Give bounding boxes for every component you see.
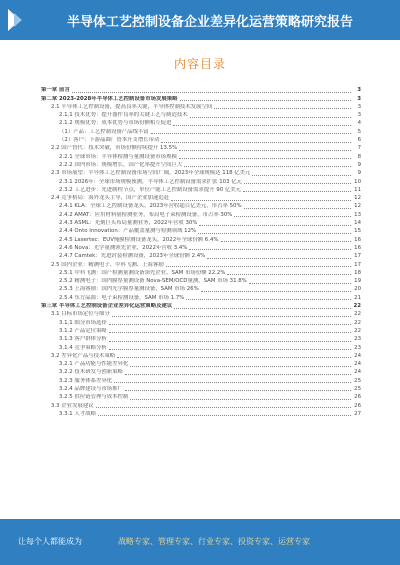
toc-entry[interactable] <box>41 368 361 376</box>
toc-entry-page: 24 <box>354 352 361 359</box>
toc-dot-leader <box>130 365 351 367</box>
logo-arrow-inner-icon <box>14 13 22 27</box>
toc-entry-title: （2）客户：下游晶圆厂资本开支增长带动 <box>59 137 160 144</box>
toc-dot-leader <box>171 199 351 201</box>
toc-entry-page: 21 <box>354 294 361 301</box>
toc-entry-page: 4 <box>357 120 361 127</box>
toc-entry-title: 2.1.2 规模优势：成本优势与市场份额相互促进 <box>59 120 172 127</box>
toc-dot-leader <box>109 348 351 350</box>
toc-entry-page: 12 <box>354 195 361 202</box>
toc-entry[interactable] <box>41 352 361 360</box>
toc-dot-leader <box>249 282 351 284</box>
toc-entry[interactable] <box>41 277 361 285</box>
toc-entry-page: 9 <box>357 170 361 177</box>
toc-entry-title: 第三章 半导体工艺控制设备企业差异化运营策略及建议 <box>41 303 173 310</box>
toc-dot-leader <box>189 248 351 250</box>
toc-dot-leader <box>166 265 351 267</box>
toc-entry[interactable] <box>41 401 361 409</box>
toc-dot-leader <box>207 257 351 259</box>
toc-entry-page: 3 <box>357 95 361 102</box>
toc-entry-page: 25 <box>354 377 361 384</box>
toc-entry[interactable] <box>41 103 361 111</box>
toc-entry[interactable] <box>41 410 361 418</box>
toc-entry-page: 26 <box>354 402 361 409</box>
toc-dot-leader <box>72 91 351 93</box>
toc-entry-page: 18 <box>354 269 361 276</box>
toc-dot-leader <box>112 315 351 317</box>
toc-entry-title: 2.5 国内企业：精测电子、中科飞测、上海睿励 <box>51 261 164 268</box>
toc-entry-page: 24 <box>354 369 361 376</box>
toc-dot-leader <box>227 273 351 275</box>
toc-dot-leader <box>109 323 351 325</box>
toc-dot-leader <box>125 389 351 391</box>
toc-entry-title: 3.3.1 人才战略 <box>59 410 96 417</box>
toc-entry[interactable] <box>41 119 361 127</box>
toc-entry-title: 2.4.1 KLA：全球工艺控制设备龙头，2023年营收超百亿美元，市占率 50% <box>59 203 242 210</box>
toc-entry-page: 11 <box>354 186 361 193</box>
toc-entry-title: 3.1.4 竞争策略分析 <box>59 344 107 351</box>
toc-entry-title: 2.5.3 上海睿励：国内光学膜厚量测设备，SAM 市场 26% <box>59 286 199 293</box>
toc-entry[interactable] <box>41 335 361 343</box>
toc-entry[interactable] <box>41 327 361 335</box>
toc-entry[interactable] <box>41 219 361 227</box>
toc-entry-title: 2.4 竞争格局：海外龙头主导，国产企业加速追赶 <box>51 195 170 202</box>
toc-dot-leader <box>109 331 351 333</box>
toc-entry-page: 3 <box>357 87 361 94</box>
toc-dot-leader <box>130 398 351 400</box>
toc-dot-leader <box>221 240 352 242</box>
toc-entry-title: 2.3.1 2026年：全球市场规模预测，半导体工艺控制设备需求扩张 103 亿元 <box>59 178 243 185</box>
toc-entry-page: 19 <box>354 278 361 285</box>
toc-entry[interactable] <box>41 94 361 102</box>
toc-entry-title: 2.4.5 Lasertec：EUV掩膜检测设备龙头，2022年全球份额 6.4% <box>59 236 219 243</box>
report-header-bar <box>0 0 400 40</box>
toc-entry-title: 3.2.2 技术研发与创新策略 <box>59 369 123 376</box>
toc-entry-page: 22 <box>353 303 361 310</box>
toc-entry-page: 5 <box>357 128 361 135</box>
toc-entry-page: 25 <box>354 385 361 392</box>
toc-entry-title: 第一章 前言 <box>41 87 70 94</box>
toc-entry-title: 2.2.1 全球市场：半导体检测与量测设备市场规模 <box>59 153 177 160</box>
toc-entry[interactable] <box>41 269 361 277</box>
toc-dot-leader <box>186 298 351 300</box>
toc-entry[interactable] <box>41 293 361 301</box>
toc-entry-title: 3.1 目标市场定位与细分 <box>51 311 110 318</box>
toc-dot-leader <box>252 174 351 176</box>
toc-entry[interactable] <box>41 186 361 194</box>
toc-dot-leader <box>199 224 351 226</box>
toc-entry[interactable] <box>41 177 361 185</box>
toc-dot-leader <box>117 356 351 358</box>
toc-dot-leader <box>201 290 351 292</box>
footer-slogan: 让每个人都能成为 <box>18 537 82 546</box>
toc-dot-leader <box>109 340 351 342</box>
toc-entry[interactable] <box>41 310 361 318</box>
toc-entry-title: 2.5.2 精测电子：国内膜厚量测设备 Nova-SEM/OCD量测，SAM 市场 31.8% <box>59 278 247 285</box>
toc-dot-leader <box>198 232 351 234</box>
toc-entry-title: 第二章 2023-2028年半导体工艺控制设备市场发展策略 <box>41 95 178 102</box>
toc-entry-page: 17 <box>354 253 361 260</box>
toc-entry-page: 22 <box>354 311 361 318</box>
toc-dot-leader <box>114 381 351 383</box>
footer-bar <box>0 519 400 565</box>
toc-entry[interactable] <box>41 227 361 235</box>
toc-entry-title: 3.2 差异化产品与技术策略 <box>51 352 116 359</box>
toc-entry-title: 2.1.1 技术优势：提升器件良率的关键工艺与制造技术 <box>59 112 188 119</box>
toc-entry-title: 2.5.1 中科飞测：国产检测量测设备领先企业，SAM 市场份额 22.2% <box>59 269 226 276</box>
toc-dot-leader <box>244 207 351 209</box>
toc-entry-title: 2.5.4 东方晶源：电子束检测设备，SAM 市场 1.7% <box>59 294 185 301</box>
toc-entry[interactable] <box>41 343 361 351</box>
table-of-contents <box>41 86 361 418</box>
toc-entry-page: 13 <box>354 211 361 218</box>
toc-entry-page: 12 <box>354 203 361 210</box>
toc-entry[interactable] <box>41 127 361 135</box>
toc-entry-page: 15 <box>354 228 361 235</box>
toc-entry[interactable] <box>41 202 361 210</box>
toc-entry-title: 3.2.1 产品功能与性能差异化 <box>59 361 129 368</box>
toc-entry-title: 3.1.3 客户群体分析 <box>59 336 107 343</box>
toc-entry-title: 2.2 国产替代：技术突破，市场份额持续提升 13.5% <box>51 145 178 152</box>
toc-heading: 内容目录 <box>173 57 226 71</box>
toc-dot-leader <box>234 215 351 217</box>
toc-entry-title: 3.2.5 供应链管理与成本控制 <box>59 394 129 401</box>
toc-entry[interactable] <box>41 252 361 260</box>
toc-entry[interactable] <box>41 210 361 218</box>
toc-entry[interactable] <box>41 111 361 119</box>
toc-entry-page: 10 <box>354 178 361 185</box>
toc-dot-leader <box>98 414 351 416</box>
toc-dot-leader <box>190 116 351 118</box>
toc-entry-page: 22 <box>354 327 361 334</box>
toc-dot-leader <box>151 132 351 134</box>
toc-dot-leader <box>173 124 351 126</box>
toc-dot-leader <box>174 307 351 309</box>
toc-entry-title: 2.3.2 工艺进步：先进制程节点，单位产能工艺控制设备需求提升 90 亿美元 <box>59 186 242 193</box>
toc-dot-leader <box>180 99 351 101</box>
toc-entry-page: 17 <box>354 261 361 268</box>
toc-entry-title: 2.2.2 国内市场：规模增长，国产化率提升空间巨大 <box>59 161 183 168</box>
toc-entry-page: 16 <box>354 236 361 243</box>
toc-entry-title: 2.4.3 ASML：光刻巨头布局量测业务，2022年营收 30% <box>59 220 198 227</box>
toc-entry-title: 2.3 市场展望：半导体工艺控制设备市场空间广阔，2023年全球规模达 118 亿美元 <box>51 170 251 177</box>
toc-entry[interactable] <box>41 136 361 144</box>
toc-dot-leader <box>184 165 351 167</box>
toc-entry-page: 16 <box>354 244 361 251</box>
toc-entry[interactable] <box>41 318 361 326</box>
toc-dot-leader <box>214 107 351 109</box>
toc-dot-leader <box>244 182 351 184</box>
toc-entry-page: 3 <box>357 103 361 110</box>
footer-expert-list: 战略专家、管理专家、行业专家、投资专家、运营专家 <box>118 537 310 546</box>
toc-entry[interactable] <box>41 86 361 94</box>
toc-entry[interactable] <box>41 194 361 202</box>
toc-entry-page: 6 <box>357 137 361 144</box>
toc-entry[interactable] <box>41 376 361 384</box>
toc-entry-title: 3.2.3 服务体系差异化 <box>59 377 113 384</box>
toc-entry-title: 3.2.4 品牌建设与市场推广 <box>59 385 123 392</box>
toc-entry[interactable] <box>41 244 361 252</box>
toc-entry[interactable] <box>41 285 361 293</box>
toc-entry-page: 23 <box>354 344 361 351</box>
toc-entry-page: 24 <box>354 361 361 368</box>
toc-entry[interactable] <box>41 152 361 160</box>
toc-entry-title: 2.1 半导体工艺控制设备，提高良率关键，半导体控制技术发展空间 <box>51 103 213 110</box>
toc-entry-page: 27 <box>354 410 361 417</box>
toc-entry-title: 2.4.7 Camtek：先进封装检测设备，2023年全球份额 2.4% <box>59 253 206 260</box>
toc-entry[interactable] <box>41 169 361 177</box>
toc-entry[interactable] <box>41 144 361 152</box>
toc-entry-title: 3.3 企业发展建议 <box>51 402 94 409</box>
toc-entry-title: 2.4.4 Onto Innovation：产品覆盖量测与检测领域 12% <box>59 228 197 235</box>
toc-entry-page: 8 <box>357 153 361 160</box>
toc-entry-title: 2.4.2 AMAT：应用材料量检测业务，布局电子束检测设备，市占率 30% <box>59 211 233 218</box>
toc-entry-page: 26 <box>354 394 361 401</box>
toc-entry[interactable] <box>41 385 361 393</box>
toc-entry[interactable] <box>41 360 361 368</box>
toc-entry[interactable] <box>41 302 361 310</box>
toc-entry[interactable] <box>41 260 361 268</box>
toc-entry-page: 22 <box>354 319 361 326</box>
toc-entry-page: 23 <box>354 336 361 343</box>
toc-dot-leader <box>179 149 351 151</box>
toc-entry-page: 7 <box>357 145 361 152</box>
toc-entry[interactable] <box>41 161 361 169</box>
toc-dot-leader <box>243 190 351 192</box>
toc-entry[interactable] <box>41 235 361 243</box>
toc-entry-page: 14 <box>354 220 361 227</box>
toc-entry-title: 2.4.6 Nova：光学量测领先企业，2022年营收 3.4% <box>59 244 188 251</box>
toc-dot-leader <box>161 141 351 143</box>
toc-dot-leader <box>125 373 351 375</box>
toc-dot-leader <box>96 406 351 408</box>
report-title: 半导体工艺控制设备企业差异化运营策略研究报告 <box>66 15 353 30</box>
toc-entry-title: 3.1.2 产品定位策略 <box>59 327 107 334</box>
toc-entry-title: （1）产品：工艺控制设备产品线丰富 <box>59 128 149 135</box>
toc-entry[interactable] <box>41 393 361 401</box>
toc-entry-page: 3 <box>357 112 361 119</box>
toc-entry-title: 3.1.1 细分市场选择 <box>59 319 107 326</box>
toc-entry-page: 9 <box>357 161 361 168</box>
toc-entry-page: 20 <box>354 286 361 293</box>
toc-dot-leader <box>179 157 351 159</box>
